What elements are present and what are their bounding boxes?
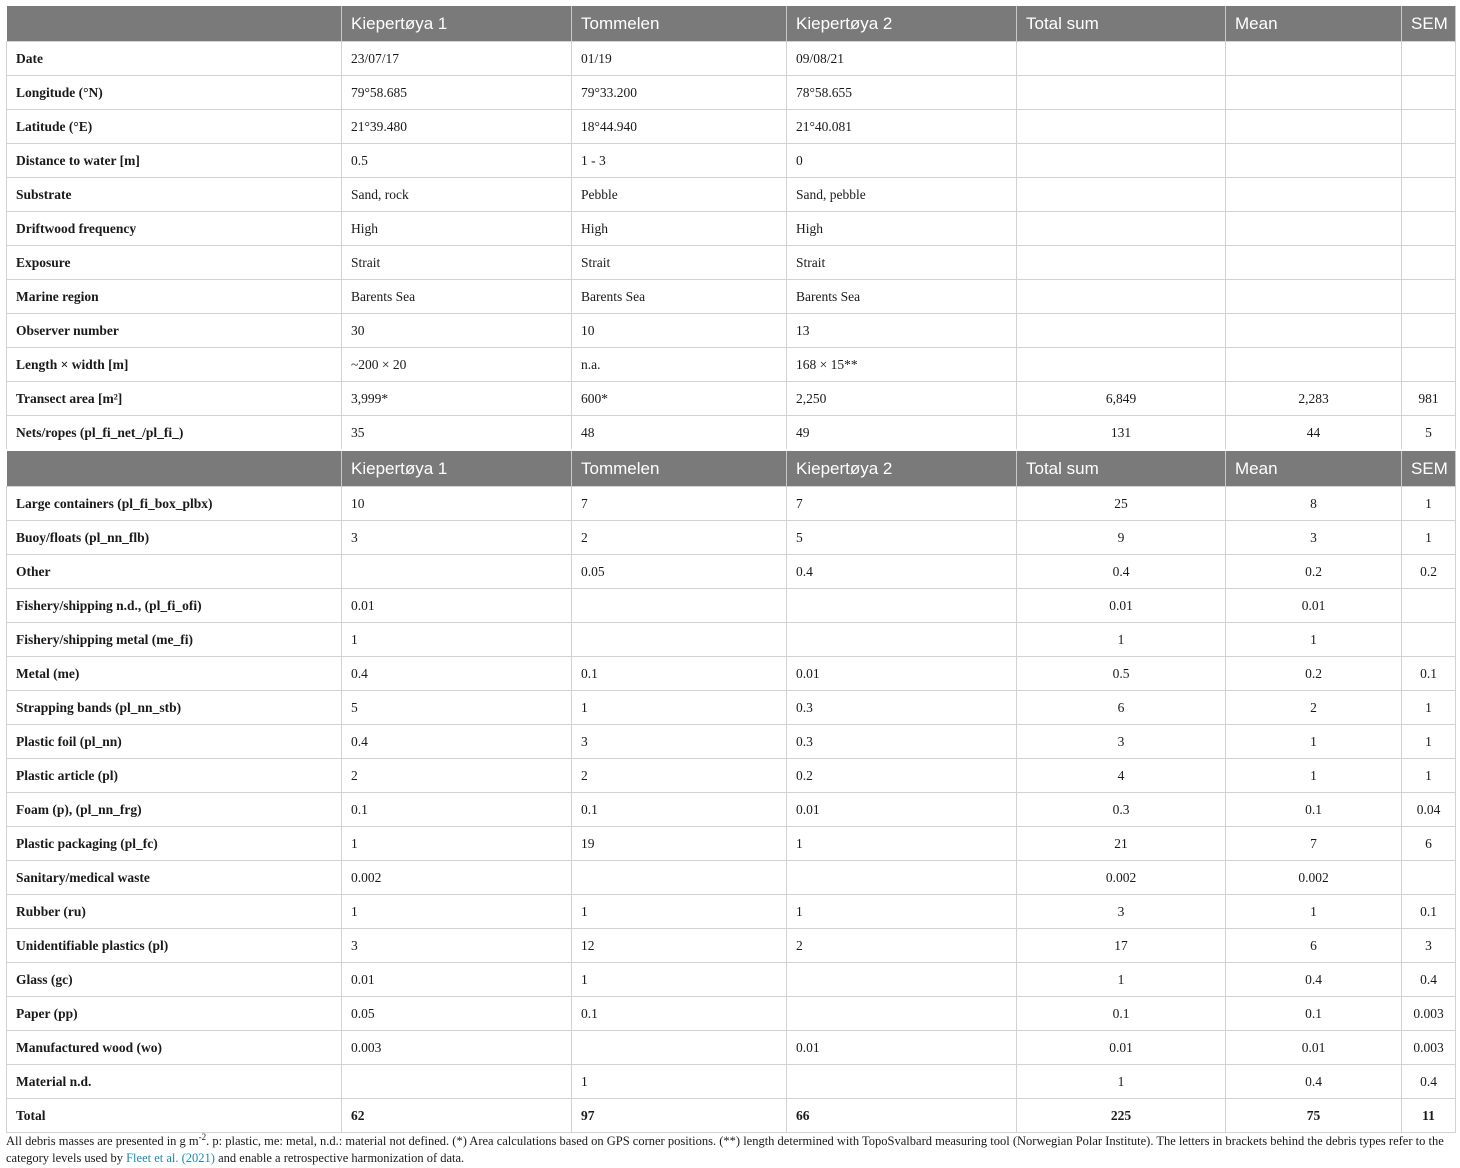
table-cell — [1017, 212, 1226, 246]
table-cell: 11 — [1402, 1099, 1456, 1133]
table-cell: 66 — [787, 1099, 1017, 1133]
table-row — [7, 555, 1456, 589]
table-cell: 10 — [342, 487, 572, 521]
table-cell: 1 — [1226, 759, 1402, 793]
table-cell: 5 — [1402, 416, 1456, 451]
table-cell: 1 — [1402, 725, 1456, 759]
row-label: Fishery/shipping metal (me_fi) — [7, 623, 342, 657]
table-cell: High — [572, 212, 787, 246]
table-cell — [1017, 42, 1226, 76]
table-cell — [1226, 144, 1402, 178]
table-cell: 9 — [1017, 521, 1226, 555]
table-cell — [1017, 178, 1226, 212]
table-cell: 1 — [342, 623, 572, 657]
table-cell: 3,999* — [342, 382, 572, 416]
row-label: Rubber (ru) — [7, 895, 342, 929]
table-row — [7, 212, 1456, 246]
footnote-text: All debris masses are presented in g m — [6, 1134, 199, 1149]
debris-mass-section — [7, 487, 1456, 1133]
table-cell: 2 — [342, 759, 572, 793]
table-cell: 6,849 — [1017, 382, 1226, 416]
column-header: Total sum — [1017, 6, 1226, 42]
table-row — [7, 348, 1456, 382]
table-cell: 1 — [1017, 963, 1226, 997]
row-label: Manufactured wood (wo) — [7, 1031, 342, 1065]
table-cell: 0.4 — [342, 657, 572, 691]
table-cell: 0.04 — [1402, 793, 1456, 827]
table-cell: 0.3 — [787, 725, 1017, 759]
table-cell: 168 × 15** — [787, 348, 1017, 382]
table-cell — [572, 861, 787, 895]
table-cell: 0.1 — [1226, 997, 1402, 1031]
table-cell: 0.4 — [1402, 963, 1456, 997]
table-cell: 0.01 — [1017, 1031, 1226, 1065]
table-cell: 0.1 — [1402, 657, 1456, 691]
data-table-container — [6, 6, 1455, 1133]
row-label: Nets/ropes (pl_fi_net_/pl_fi_) — [7, 416, 342, 451]
table-row — [7, 1031, 1456, 1065]
table-cell: 6 — [1017, 691, 1226, 725]
table-row — [7, 521, 1456, 555]
table-row — [7, 487, 1456, 521]
table-cell: ~200 × 20 — [342, 348, 572, 382]
table-cell: 131 — [1017, 416, 1226, 451]
table-cell: 1 — [572, 895, 787, 929]
column-header: Kiepertøya 1 — [342, 450, 572, 487]
table-cell: 09/08/21 — [787, 42, 1017, 76]
table-cell: 0.1 — [1226, 793, 1402, 827]
table-cell: 0.1 — [572, 997, 787, 1031]
table-row — [7, 691, 1456, 725]
row-label: Fishery/shipping n.d., (pl_fi_ofi) — [7, 589, 342, 623]
table-row — [7, 861, 1456, 895]
column-header: Mean — [1226, 450, 1402, 487]
table-cell: 5 — [787, 521, 1017, 555]
table-cell: 13 — [787, 314, 1017, 348]
table-row — [7, 246, 1456, 280]
table-cell — [1226, 314, 1402, 348]
header-cell-empty — [7, 6, 342, 42]
row-label: Plastic packaging (pl_fc) — [7, 827, 342, 861]
row-label: Longitude (°N) — [7, 76, 342, 110]
table-cell: 3 — [1017, 895, 1226, 929]
row-label: Total — [7, 1099, 342, 1133]
table-cell: 1 — [572, 963, 787, 997]
table-cell: 1 — [1226, 725, 1402, 759]
row-label: Paper (pp) — [7, 997, 342, 1031]
table-cell: 0.2 — [1226, 555, 1402, 589]
table-cell: 0.01 — [787, 1031, 1017, 1065]
table-cell: 0.2 — [1226, 657, 1402, 691]
table-cell: High — [787, 212, 1017, 246]
table-cell: 1 — [787, 895, 1017, 929]
table-cell — [1226, 110, 1402, 144]
table-cell: 1 — [342, 827, 572, 861]
table-cell: Strait — [572, 246, 787, 280]
table-cell: 79°33.200 — [572, 76, 787, 110]
table-cell: 79°58.685 — [342, 76, 572, 110]
row-label: Observer number — [7, 314, 342, 348]
table-row — [7, 589, 1456, 623]
reference-link[interactable]: Fleet et al. (2021) — [126, 1151, 215, 1166]
table-cell: 0.1 — [572, 793, 787, 827]
table-cell — [342, 555, 572, 589]
table-cell: 0.3 — [787, 691, 1017, 725]
table-cell: 2 — [787, 929, 1017, 963]
footnote-text-end: and enable a retrospective harmonization of data. — [214, 1151, 465, 1166]
table-cell — [1226, 178, 1402, 212]
table-cell: 0.05 — [572, 555, 787, 589]
table-row — [7, 42, 1456, 76]
table-cell: 48 — [572, 416, 787, 451]
table-cell: 0.5 — [1017, 657, 1226, 691]
table-cell: 2 — [572, 521, 787, 555]
table-cell — [1402, 348, 1456, 382]
table-cell: 0.05 — [342, 997, 572, 1031]
table-header — [7, 6, 1456, 42]
table-cell: 7 — [572, 487, 787, 521]
table-cell: 0.01 — [1226, 589, 1402, 623]
table-cell: 1 — [787, 827, 1017, 861]
debris-table — [6, 6, 1456, 1133]
row-label: Buoy/floats (pl_nn_flb) — [7, 521, 342, 555]
table-cell — [1402, 280, 1456, 314]
table-cell: 0.4 — [342, 725, 572, 759]
footnote-superscript: -2 — [198, 1132, 207, 1142]
column-header: SEM — [1402, 450, 1456, 487]
table-cell: Strait — [342, 246, 572, 280]
table-row — [7, 382, 1456, 416]
table-cell: 0.1 — [1402, 895, 1456, 929]
row-label: Marine region — [7, 280, 342, 314]
table-cell: 2 — [1226, 691, 1402, 725]
table-cell: 1 — [572, 691, 787, 725]
table-header-repeat — [7, 450, 1456, 487]
table-cell: 0.4 — [1226, 963, 1402, 997]
table-cell: 25 — [1017, 487, 1226, 521]
table-cell: 7 — [1226, 827, 1402, 861]
table-cell: Sand, rock — [342, 178, 572, 212]
table-cell: 0.003 — [1402, 997, 1456, 1031]
table-cell: 23/07/17 — [342, 42, 572, 76]
table-row — [7, 416, 1456, 451]
table-row — [7, 110, 1456, 144]
table-cell: 0.1 — [342, 793, 572, 827]
table-cell — [787, 623, 1017, 657]
table-cell: 3 — [1402, 929, 1456, 963]
table-cell: Barents Sea — [572, 280, 787, 314]
table-cell: 0.2 — [1402, 555, 1456, 589]
table-cell — [1402, 178, 1456, 212]
row-label: Metal (me) — [7, 657, 342, 691]
row-label: Plastic foil (pl_nn) — [7, 725, 342, 759]
table-cell: 0.1 — [572, 657, 787, 691]
table-row — [7, 623, 1456, 657]
table-cell — [1402, 144, 1456, 178]
row-label: Date — [7, 42, 342, 76]
row-label: Latitude (°E) — [7, 110, 342, 144]
table-cell — [1402, 110, 1456, 144]
table-cell — [1402, 76, 1456, 110]
table-cell — [1226, 76, 1402, 110]
table-cell: 21°40.081 — [787, 110, 1017, 144]
table-cell: 7 — [787, 487, 1017, 521]
table-row — [7, 314, 1456, 348]
table-cell: 1 — [1226, 895, 1402, 929]
table-cell: 1 — [1226, 623, 1402, 657]
table-row — [7, 759, 1456, 793]
table-cell: 0.4 — [1017, 555, 1226, 589]
table-cell: 0.003 — [1402, 1031, 1456, 1065]
table-cell — [1226, 212, 1402, 246]
table-cell: 75 — [1226, 1099, 1402, 1133]
table-cell — [1017, 76, 1226, 110]
table-cell: 1 — [1402, 487, 1456, 521]
row-label: Material n.d. — [7, 1065, 342, 1099]
row-label: Exposure — [7, 246, 342, 280]
table-row — [7, 997, 1456, 1031]
table-cell — [1226, 280, 1402, 314]
table-cell — [1017, 280, 1226, 314]
table-cell: 6 — [1226, 929, 1402, 963]
table-cell: 3 — [1226, 521, 1402, 555]
row-label: Sanitary/medical waste — [7, 861, 342, 895]
table-cell: 0.01 — [1017, 589, 1226, 623]
row-label: Driftwood frequency — [7, 212, 342, 246]
row-label: Glass (gc) — [7, 963, 342, 997]
table-row — [7, 144, 1456, 178]
table-cell: Strait — [787, 246, 1017, 280]
table-row — [7, 657, 1456, 691]
table-cell: 17 — [1017, 929, 1226, 963]
table-cell: 49 — [787, 416, 1017, 451]
table-cell — [787, 963, 1017, 997]
table-row — [7, 280, 1456, 314]
table-cell — [1226, 42, 1402, 76]
table-cell: 10 — [572, 314, 787, 348]
table-row — [7, 178, 1456, 212]
table-cell: 1 — [1402, 521, 1456, 555]
table-cell: 44 — [1226, 416, 1402, 451]
table-cell: 30 — [342, 314, 572, 348]
table-cell: 12 — [572, 929, 787, 963]
table-cell: 1 — [342, 895, 572, 929]
table-cell: 600* — [572, 382, 787, 416]
table-cell: 1 — [572, 1065, 787, 1099]
table-cell: 4 — [1017, 759, 1226, 793]
row-label: Foam (p), (pl_nn_frg) — [7, 793, 342, 827]
table-cell — [1017, 348, 1226, 382]
row-label: Distance to water [m] — [7, 144, 342, 178]
table-cell: 0.01 — [787, 657, 1017, 691]
row-label: Unidentifiable plastics (pl) — [7, 929, 342, 963]
table-cell: 0.4 — [787, 555, 1017, 589]
table-cell — [1017, 144, 1226, 178]
table-cell: 21°39.480 — [342, 110, 572, 144]
table-cell — [1226, 348, 1402, 382]
table-cell: 3 — [342, 929, 572, 963]
column-header: Total sum — [1017, 450, 1226, 487]
table-cell: 2,250 — [787, 382, 1017, 416]
footnote-text-continued: . p: plastic, me: metal, n.d.: material not defined. (*) Area calculations based on GPS corner positions. (**) length determined with TopoSvalbard measuring tool (Norwegian Polar Institute). The letters in brackets behind the debris types refer to the category levels used by — [6, 1134, 1444, 1166]
table-row — [7, 793, 1456, 827]
column-header: Mean — [1226, 6, 1402, 42]
table-cell: 1 — [1402, 691, 1456, 725]
header-row — [7, 450, 1456, 487]
table-cell — [1402, 589, 1456, 623]
table-cell: 0.01 — [342, 589, 572, 623]
row-label: Length × width [m] — [7, 348, 342, 382]
table-cell: 01/19 — [572, 42, 787, 76]
table-cell: 21 — [1017, 827, 1226, 861]
column-header: Kiepertøya 2 — [787, 450, 1017, 487]
table-cell: 1 — [1402, 759, 1456, 793]
table-row — [7, 827, 1456, 861]
table-cell: 1 — [1017, 1065, 1226, 1099]
table-cell — [787, 861, 1017, 895]
table-cell: Sand, pebble — [787, 178, 1017, 212]
column-header: Tommelen — [572, 450, 787, 487]
table-cell: 0.01 — [1226, 1031, 1402, 1065]
table-row — [7, 963, 1456, 997]
table-cell: 0.01 — [342, 963, 572, 997]
table-cell: 5 — [342, 691, 572, 725]
table-cell: Barents Sea — [787, 280, 1017, 314]
table-row — [7, 895, 1456, 929]
table-cell: 0.002 — [1017, 861, 1226, 895]
table-row — [7, 1065, 1456, 1099]
table-cell: n.a. — [572, 348, 787, 382]
column-header: Kiepertøya 2 — [787, 6, 1017, 42]
row-label: Large containers (pl_fi_box_plbx) — [7, 487, 342, 521]
table-cell: 3 — [342, 521, 572, 555]
table-cell — [572, 589, 787, 623]
table-cell — [1402, 42, 1456, 76]
table-cell — [572, 623, 787, 657]
row-label: Other — [7, 555, 342, 589]
table-cell — [1017, 110, 1226, 144]
table-row — [7, 929, 1456, 963]
table-cell: 62 — [342, 1099, 572, 1133]
table-cell — [1402, 623, 1456, 657]
table-cell — [1017, 314, 1226, 348]
table-cell: 6 — [1402, 827, 1456, 861]
column-header: SEM — [1402, 6, 1456, 42]
table-row — [7, 76, 1456, 110]
table-cell — [572, 1031, 787, 1065]
table-cell: 97 — [572, 1099, 787, 1133]
table-cell — [1402, 212, 1456, 246]
table-cell — [787, 997, 1017, 1031]
column-header: Kiepertøya 1 — [342, 6, 572, 42]
table-cell — [787, 1065, 1017, 1099]
column-header: Tommelen — [572, 6, 787, 42]
row-label: Substrate — [7, 178, 342, 212]
table-cell — [1226, 246, 1402, 280]
site-info-section — [7, 42, 1456, 451]
table-cell: 3 — [1017, 725, 1226, 759]
table-cell — [1402, 246, 1456, 280]
table-cell: 0.4 — [1226, 1065, 1402, 1099]
table-cell: High — [342, 212, 572, 246]
table-cell: 0.2 — [787, 759, 1017, 793]
table-cell: 0.3 — [1017, 793, 1226, 827]
table-cell: 0.01 — [787, 793, 1017, 827]
table-cell: 0.1 — [1017, 997, 1226, 1031]
table-cell: 3 — [572, 725, 787, 759]
table-cell — [342, 1065, 572, 1099]
table-cell: 1 — [1017, 623, 1226, 657]
table-cell: 0.4 — [1402, 1065, 1456, 1099]
table-cell: 225 — [1017, 1099, 1226, 1133]
row-label: Strapping bands (pl_nn_stb) — [7, 691, 342, 725]
table-cell — [1402, 861, 1456, 895]
table-cell: 0.002 — [1226, 861, 1402, 895]
header-cell-empty — [7, 450, 342, 487]
table-cell: Barents Sea — [342, 280, 572, 314]
table-cell: 1 - 3 — [572, 144, 787, 178]
table-footnote — [6, 1129, 1455, 1167]
table-cell — [1017, 246, 1226, 280]
table-cell: 35 — [342, 416, 572, 451]
table-row — [7, 1099, 1456, 1133]
table-cell: 2,283 — [1226, 382, 1402, 416]
table-cell: Pebble — [572, 178, 787, 212]
table-cell: 0.002 — [342, 861, 572, 895]
table-cell: 0.003 — [342, 1031, 572, 1065]
header-row — [7, 6, 1456, 42]
row-label: Plastic article (pl) — [7, 759, 342, 793]
table-cell — [787, 589, 1017, 623]
table-cell: 78°58.655 — [787, 76, 1017, 110]
table-cell — [1402, 314, 1456, 348]
row-label: Transect area [m²] — [7, 382, 342, 416]
table-cell: 0 — [787, 144, 1017, 178]
table-cell: 8 — [1226, 487, 1402, 521]
table-cell: 981 — [1402, 382, 1456, 416]
table-cell: 2 — [572, 759, 787, 793]
table-cell: 0.5 — [342, 144, 572, 178]
table-cell: 19 — [572, 827, 787, 861]
table-row — [7, 725, 1456, 759]
table-cell: 18°44.940 — [572, 110, 787, 144]
